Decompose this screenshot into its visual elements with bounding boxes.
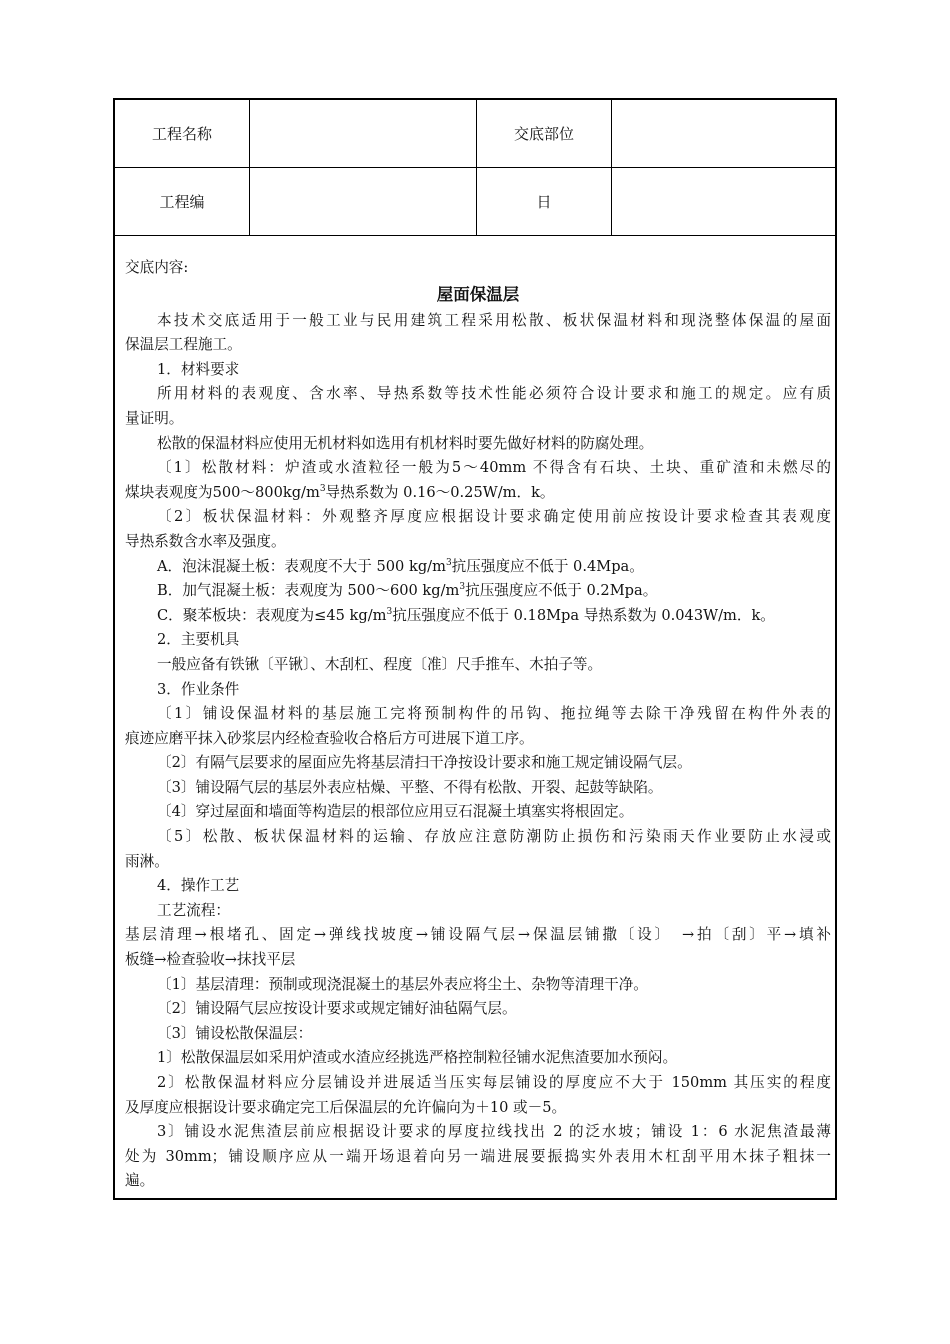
superscript: 3 <box>319 483 326 494</box>
document-title: 屋面保温层 <box>436 284 520 304</box>
text-run: C．聚苯板块：表观度为≤45 kg/m <box>157 606 387 624</box>
text-run: A．泡沫混凝土板：表观度不大于 500 kg/m <box>157 557 446 575</box>
paragraph-line: 导热系数含水率及强度。 <box>125 532 286 550</box>
paragraph-line: 所用材料的表观度、含水率、导热系数等技术性能必须符合设计要求和施工的规定。应有质 <box>157 385 831 403</box>
project-name-value[interactable] <box>250 100 476 167</box>
superscript: 3 <box>386 606 393 617</box>
date-label: 日 <box>536 193 552 211</box>
paragraph-line: 及厚度应根据设计要求确定完工后保温层的允许偏向为＋10 或－5。 <box>125 1098 567 1116</box>
paragraph-line: 〔1〕基层清理：预制或现浇混凝土的基层外表应将尘土、杂物等清理干净。 <box>157 975 648 993</box>
paragraph-line: 量证明。 <box>125 409 184 427</box>
paragraph-line: 1〕松散保温层如采用炉渣或水渣应经挑选严格控制粒径铺水泥焦渣要加水预闷。 <box>157 1049 678 1067</box>
handover-content <box>125 256 831 1194</box>
text-run: 煤块表观度为500～800kg/m <box>125 483 320 501</box>
section-heading: 3．作业条件 <box>157 680 240 698</box>
paragraph-line: 本技术交底适用于一般工业与民用建筑工程采用松散、板状保温材料和现浇整体保温的屋面 <box>157 311 831 329</box>
project-name-label: 工程名称 <box>151 125 212 143</box>
paragraph-line: 〔5〕松散、板状保温材料的运输、存放应注意防潮防止损伤和污染雨天作业要防止水浸或 <box>157 828 831 846</box>
paragraph-line: 遍。 <box>125 1172 155 1190</box>
paragraph-line: 〔2〕有隔气层要求的屋面应先将基层清扫干净按设计要求和施工规定铺设隔气层。 <box>157 754 692 772</box>
handover-part-value[interactable] <box>612 100 835 167</box>
paragraph-line: 基层清理→根堵孔、固定→弹线找坡度→铺设隔气层→保温层铺撒〔设〕 →拍〔刮〕平→填补 <box>125 926 831 944</box>
paragraph-line: 〔1〕铺设保温材料的基层施工完将预制构件的吊钩、拖拉绳等去除干净残留在构件外表的 <box>157 705 831 723</box>
paragraph-line: 痕迹应磨平抹入砂浆层内经检查验收合格后方可进展下道工序。 <box>125 729 534 747</box>
section-heading: 4．操作工艺 <box>157 877 240 895</box>
divider <box>115 235 835 236</box>
paragraph-line: 雨淋。 <box>125 852 169 870</box>
paragraph-line <box>125 604 831 629</box>
project-no-value[interactable] <box>250 168 476 235</box>
text-run: 导热系数为 0.16～0.25W/m．k。 <box>325 483 555 501</box>
handover-form <box>113 98 837 1200</box>
text-run: 抗压强度应不低于 0.4Mpa。 <box>451 557 644 575</box>
text-run: 抗压强度应不低于 0.18Mpa 导热系数为 0.043W/m．k。 <box>392 606 775 624</box>
paragraph-line: 板缝→检查验收→抹找平层 <box>125 951 296 969</box>
text-run: 抗压强度应不低于 0.2Mpa。 <box>465 582 658 600</box>
paragraph-line: 工艺流程： <box>157 901 230 919</box>
superscript: 3 <box>445 557 452 568</box>
paragraph-line <box>125 579 831 604</box>
paragraph-line: 〔2〕板状保温材料：外观整齐厚度应根据设计要求确定使用前应按设计要求检查其表观度 <box>157 508 831 526</box>
paragraph-line: 3〕铺设水泥焦渣层前应根据设计要求的厚度拉线找出 2 的泛水坡；铺设 1：6 水泥焦渣最薄 <box>157 1123 831 1141</box>
paragraph-line: 〔4〕穿过屋面和墙面等构造层的根部位应用豆石混凝土填塞实将根固定。 <box>157 803 634 821</box>
paragraph-line: 〔3〕铺设隔气层的基层外表应枯燥、平整、不得有松散、开裂、起鼓等缺陷。 <box>157 778 663 796</box>
form-header <box>115 100 835 236</box>
text-run: B．加气混凝土板：表观度为 500～600 kg/m <box>157 582 460 600</box>
paragraph-line: 一般应备有铁锹〔平锹〕、木刮杠、程度〔准〕尺手推车、木拍子等。 <box>157 655 603 673</box>
section-heading: 2．主要机具 <box>157 631 240 649</box>
project-no-label: 工程编 <box>159 193 205 211</box>
paragraph-line: 〔1〕松散材料：炉渣或水渣粒径一般为5～40mm 不得含有石块、土块、重矿渣和未燃尽的 <box>157 459 831 477</box>
paragraph-line: 保温层工程施工。 <box>125 336 242 354</box>
date-value[interactable] <box>612 168 835 235</box>
paragraph-line: 松散的保温材料应使用无机材料如选用有机材料时要先做好材料的防腐处理。 <box>157 434 654 452</box>
paragraph-line: 〔2〕铺设隔气层应按设计要求或规定铺好油毡隔气层。 <box>157 1000 517 1018</box>
content-label: 交底内容: <box>125 259 189 276</box>
paragraph-line: 〔3〕铺设松散保温层： <box>157 1024 313 1042</box>
paragraph-line: 2〕松散保温材料应分层铺设并进展适当压实每层铺设的厚度应不大于 150mm 其压实的程度 <box>157 1074 831 1091</box>
section-heading: 1．材料要求 <box>157 360 240 378</box>
superscript: 3 <box>459 582 466 593</box>
paragraph-line <box>125 481 831 506</box>
paragraph-line <box>125 555 831 580</box>
handover-part-label: 交底部位 <box>513 125 574 143</box>
paragraph-line: 处为 30mm；铺设顺序应从一端开场退着向另一端进展要振捣实外表用木杠刮平用木抹子粗抹一 <box>125 1147 831 1165</box>
